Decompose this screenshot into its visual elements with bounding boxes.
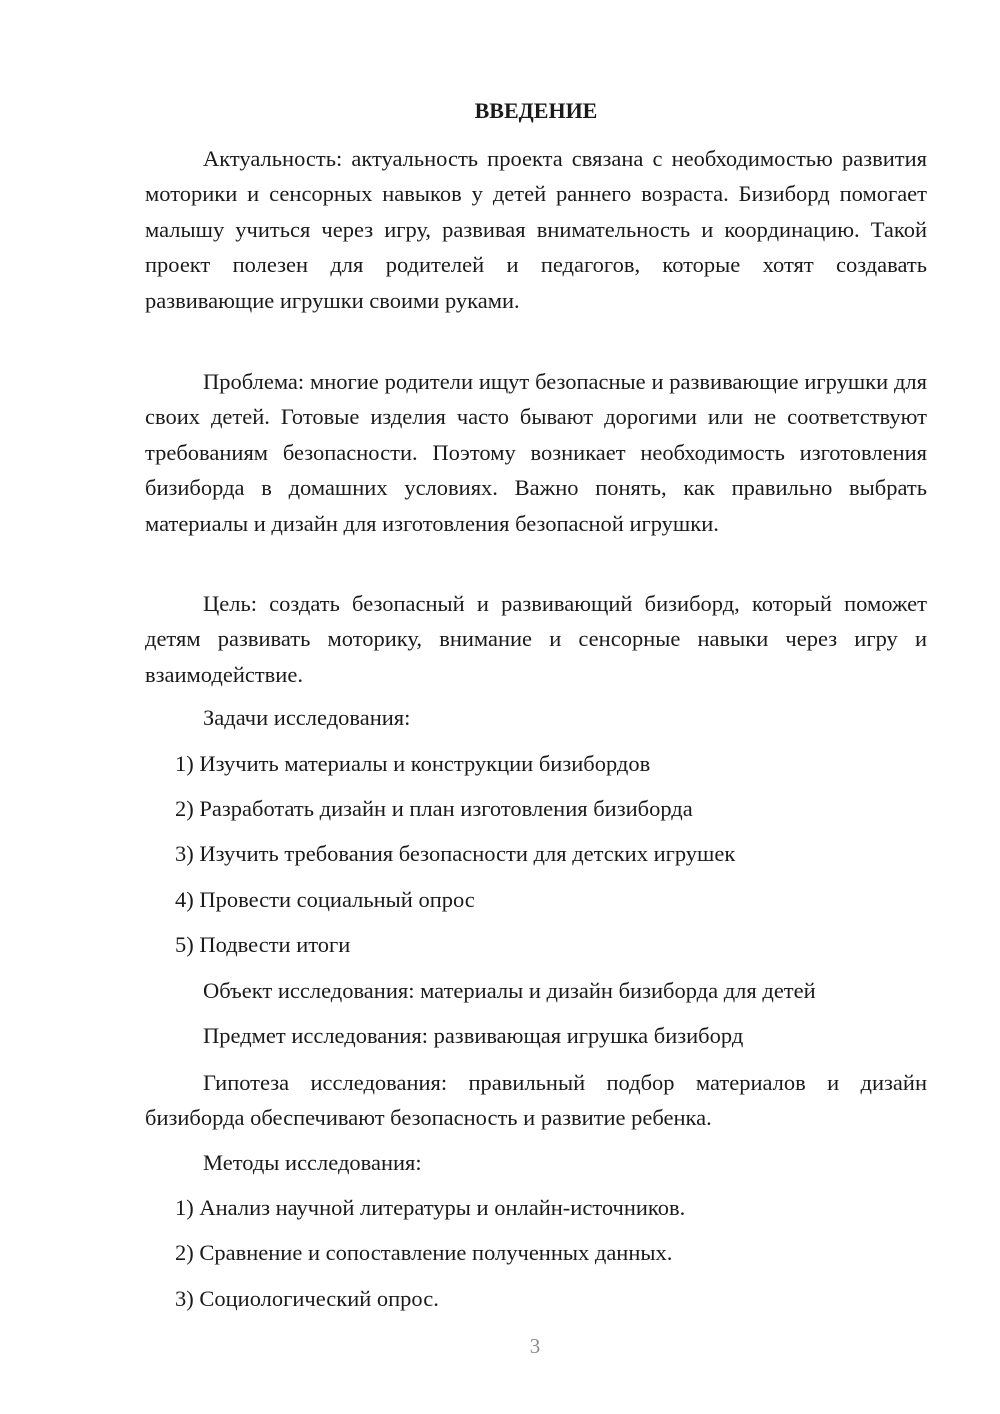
hypothesis-paragraph: Гипотеза исследования: правильный подбор материалов и дизайн бизиборда обеспечивают безопасность и развитие ребенка. bbox=[145, 1070, 927, 1131]
list-item: 2) Сравнение и сопоставление полученных данных. bbox=[175, 1240, 673, 1265]
problem-paragraph: Проблема: многие родители ищут безопасные и развивающие игрушки для своих детей. Готовые изделия часто бывают дорогими или не соответствуют требованиям безопасности. Поэтому возникает необходимость изготовления бизиборда в домашних условиях. Важно понять, как правильно выбрать материалы и дизайн для изготовления безопасной игрушки. bbox=[145, 369, 927, 536]
list-item: 3) Изучить требования безопасности для детских игрушек bbox=[175, 841, 736, 866]
list-item: 3) Социологический опрос. bbox=[175, 1286, 439, 1311]
list-item: 2) Разработать дизайн и план изготовления бизиборда bbox=[175, 796, 693, 821]
research-subject: Предмет исследования: развивающая игрушка бизиборд bbox=[203, 1023, 744, 1048]
relevance-paragraph: Актуальность: актуальность проекта связана с необходимостью развития моторики и сенсорных навыков у детей раннего возраста. Бизиборд помогает малышу учиться через игру, развивая внимательность и координацию. Такой проект полезен для родителей и педагогов, которые хотят создавать развивающие игрушки своими руками. bbox=[145, 146, 927, 313]
tasks-heading: Задачи исследования: bbox=[203, 705, 411, 730]
page-title: ВВЕДЕНИЕ bbox=[474, 98, 598, 123]
list-item: 5) Подвести итоги bbox=[175, 932, 351, 957]
goal-paragraph: Цель: создать безопасный и развивающий бизиборд, который поможет детям развивать моторику, внимание и сенсорные навыки через игру и взаимодействие. bbox=[145, 591, 927, 687]
page-number: 3 bbox=[529, 1334, 541, 1358]
research-object: Объект исследования: материалы и дизайн бизиборда для детей bbox=[203, 978, 816, 1003]
methods-heading: Методы исследования: bbox=[203, 1150, 422, 1175]
list-item: 1) Анализ научной литературы и онлайн-источников. bbox=[175, 1195, 686, 1220]
list-item: 4) Провести социальный опрос bbox=[175, 887, 475, 912]
list-item: 1) Изучить материалы и конструкции бизибордов bbox=[175, 751, 651, 776]
